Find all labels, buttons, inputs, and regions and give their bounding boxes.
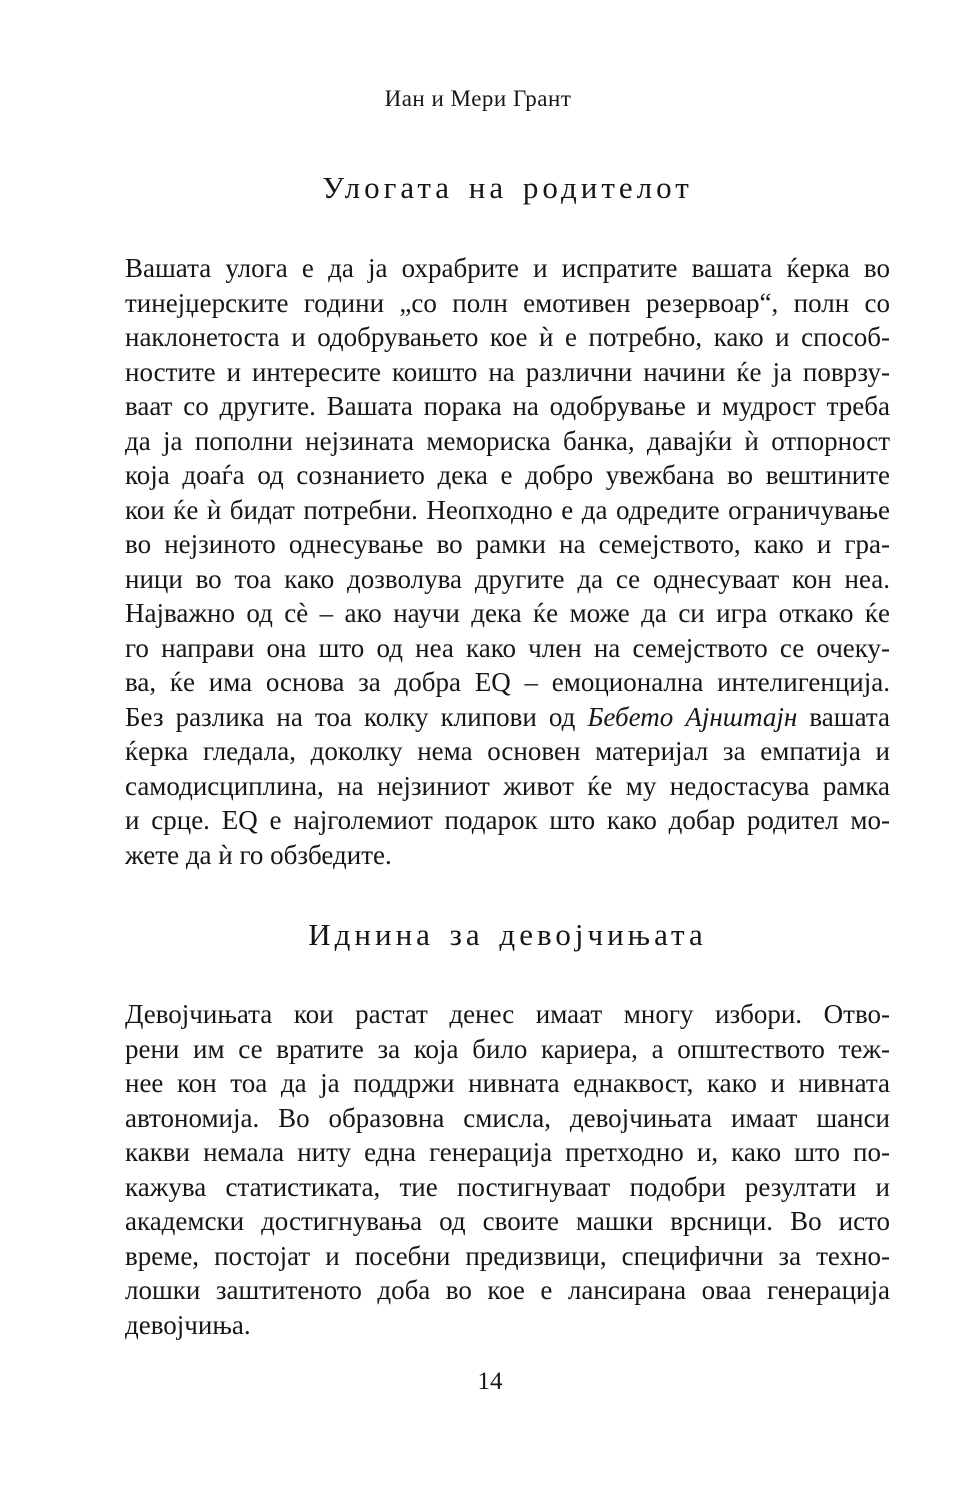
text-line: какви немала ниту една генерација претходно и, како што по- [125,1137,890,1167]
text-line: ници во тоа како дозволува другите да се однесуваат кон неа. [125,563,890,594]
text-line: ќерка гледала, доколку нема основен материјал за емпатија и [125,736,890,766]
text-line: која доаѓа од сознанието дека е добро увежбана во вештините [125,460,890,490]
paragraph-parent-role [125,251,890,872]
text-line: ваат со другите. Вашата порака на одобрување и мудрост треба [125,391,890,421]
text-line: во нејзиното однесување во рамки на семејството, како и гра- [125,529,890,559]
paragraph-future-for-girls [125,997,890,1342]
page-number: 14 [477,1368,503,1395]
text-line: кои ќе ѝ бидат потребни. Неопходно е да одредите ограничување [125,494,890,525]
text-line: нее кон тоа да ја поддржи нивната еднаквост, како и нивната [125,1068,890,1098]
text-line: тинејџерските години „со полн емотивен резервоар“, полн со [125,287,890,318]
text-line: наклонетоста и одобрувањето кое ѝ е потребно, како и способ- [125,322,890,352]
text-line: и срце. EQ е најголемиот подарок што како добар родител мо- [125,805,890,835]
text-line: ностите и интересите коишто на различни начини ќе ја поврзу- [125,356,890,387]
text-line: лошки заштитеното доба во кое е лансирана оваа генерација [125,1275,890,1305]
text-line: време, постојат и посебни предизвици, специфични за техно- [125,1240,890,1271]
text-line: Девојчињата кои растат денес имаат многу избори. Отво- [125,999,890,1029]
section-title-parent-role: Улогата на родителот [322,170,693,205]
text-line: го направи она што од неа како член на семејството се очеку- [125,632,890,663]
text-line [125,700,890,735]
text-line: рени им се вратите за која било кариера, а општеството теж- [125,1033,890,1064]
text-line: девојчиња. [125,1309,251,1340]
text-line: жете да ѝ го обзбедите. [125,839,392,870]
text-line: Вашата улога е да ја охрабрите и испратите вашата ќерка во [125,253,890,283]
text-line: самодисциплина, на нејзиниот живот ќе му недостасува рамка [125,770,890,801]
text-line: Најважно од сè – ако научи дека ќе може да си игра откако ќе [125,598,890,628]
text-line: да ја пополни нејзината мемориска банка, давајќи ѝ отпорност [125,425,890,456]
text-line: академски достигнувања од своите машки врсници. Во исто [125,1206,890,1236]
running-header: Иан и Мери Грант [384,86,572,111]
section-title-future-for-girls: Иднина за девојчињата [308,917,707,952]
text-line: автономија. Во образовна смисла, девојчињата имаат шанси [125,1102,890,1133]
text-span: вашата [797,701,890,732]
text-span: Без разлика на тоа колку клипови од [125,701,588,732]
italic-book-title: Бебето Ајнштајн [587,701,798,732]
text-line: кажува статистиката, тие постигнуваат подобри резултати и [125,1171,890,1202]
text-line: ва, ќе има основа за добра EQ – емоционална интелигенција. [125,667,890,697]
